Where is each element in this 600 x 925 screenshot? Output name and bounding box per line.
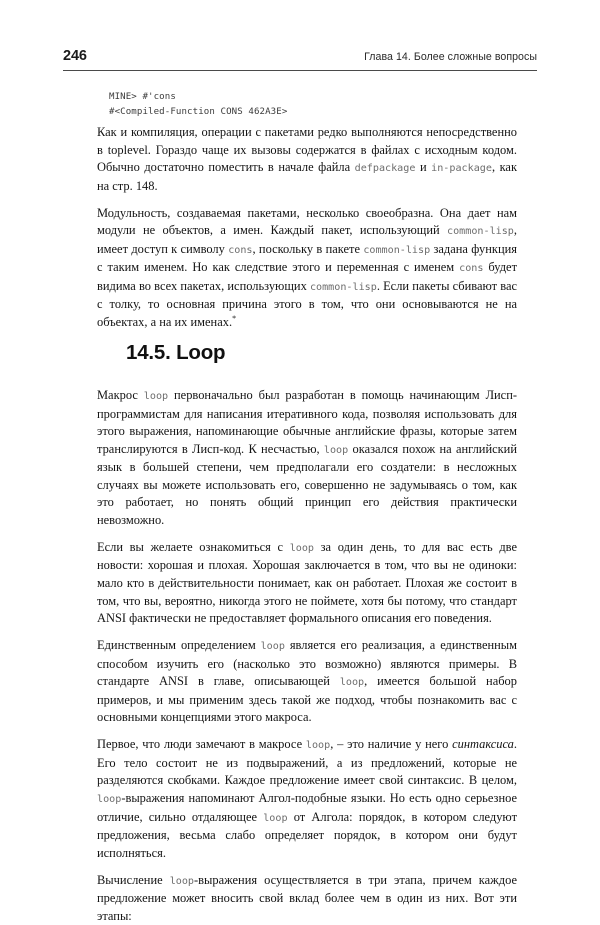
inline-code: common-lisp	[363, 244, 431, 256]
text-run: , – это наличие у него	[330, 737, 453, 752]
text-run: -выражения осуществляется в три этапа, причем каждое предложение может вносить свой вклад более чем в один из них. Вот эти этапы:	[97, 872, 517, 923]
inline-code: loop	[339, 677, 365, 689]
text-run: и	[415, 160, 432, 175]
inline-code: cons	[459, 263, 484, 275]
paragraph-only-definition	[97, 637, 517, 727]
header-rule	[63, 70, 537, 71]
inline-code: loop	[289, 542, 314, 554]
text-run: , имеется большой набор примеров, и мы применим здесь такой же подход, чтобы познакомить вас с основными концепциями этого макроса.	[97, 674, 517, 725]
text-run: , как на стр. 148.	[97, 160, 517, 193]
inline-code: in-package	[431, 163, 492, 175]
inline-code: loop	[323, 444, 349, 456]
inline-code: loop	[97, 794, 122, 805]
paragraph-good-bad-news	[97, 539, 517, 628]
code-block-repl: MINE> #'cons #<Compiled-Function CONS 462A3E>	[109, 92, 288, 118]
inline-code: cons	[228, 244, 253, 256]
text-run: Вычисление	[97, 872, 170, 887]
running-head	[63, 48, 537, 64]
text-run: Если вы желаете ознакомиться с	[97, 539, 290, 554]
inline-code: loop	[305, 740, 331, 752]
text-run: Модульность, создаваемая пакетами, несколько своеобразна. Она дает нам модули не объектов, а имен. Каждый пакет, использующий	[97, 205, 517, 238]
text-run: Единственным определением	[97, 638, 261, 653]
text-run: -выражения напоминают Алгол-подобные языки. Но есть одно серьезное отличие, сильно отдаляющее	[97, 791, 517, 824]
text-run: . Его тело состоит не из подвыражений, а из предложений, которые не разделяются скобками. Каждое предложение имеет свой синтаксис. В целом,	[97, 737, 517, 788]
paragraph-syntax	[97, 736, 517, 862]
page-number: 246	[63, 48, 87, 64]
text-run: от Алгола: порядок, в котором следуют предложения, весьма слабо определяет порядок, в котором они будут исполняться.	[97, 809, 517, 860]
text-run: , поскольку в пакете	[252, 241, 364, 256]
text-run: задана функция с таким именем. Но как следствие этого и переменная с именем	[97, 241, 517, 275]
paragraph-modularity	[97, 205, 517, 332]
text-run: первоначально был разработан в помощь начинающим Лисп-программистам для написания итеративного кода, позволяя использовать для этого выражения, напоминающие обычные английские фразы, которые затем транслируются в Лисп-код. К несчастью,	[97, 388, 517, 456]
inline-code: loop	[260, 641, 285, 653]
text-run: будет видима во всех пакетах, использующих	[97, 260, 518, 293]
section-heading: 14.5. Loop	[126, 341, 226, 365]
body-column	[97, 124, 517, 925]
inline-code: common-lisp	[309, 281, 377, 293]
text-run: оказался похож на английский язык в большей степени, чем предполагали его создатели: в несложных случаях вы можете использовать его, совершенно не задумываясь о том, как это работает, но понять общий принцип его действия практически невозможно.	[97, 441, 517, 527]
inline-code: loop	[263, 812, 288, 824]
text-run: Первое, что люди замечают в макросе	[97, 737, 306, 752]
section-heading-wrap	[63, 341, 517, 387]
paragraph-loop-origin	[97, 387, 517, 529]
chapter-title: Глава 14. Более сложные вопросы	[364, 51, 537, 63]
text-run: Макрос	[97, 388, 144, 403]
paragraph-three-stages	[97, 872, 517, 925]
text-run: , имеет доступ к символу	[97, 223, 517, 256]
text-run: . Если пакеты сбивают вас с толку, то основная причина этого в том, что они основываются не на объектах, а на их именах.	[97, 278, 517, 329]
text-run: за один день, то для вас есть две новости: хорошая и плохая. Хорошая заключается в том, что вы не одиноки: мало кто в действительности понимает, как он работает. Плохая же состоит в том, что вы, вероятно, никогда этого не поймете, хотя бы потому, что стандарт ANSI фактически не предоставляет формального описания его поведения.	[97, 539, 517, 626]
text-run: является его реализация, а единственным способом изучить его (насколько это возможно) являются примеры. В стандарте ANSI в главе, описывающей	[97, 638, 518, 689]
inline-code: loop	[143, 391, 169, 403]
inline-code: common-lisp	[447, 226, 514, 238]
inline-code: defpackage	[354, 163, 416, 175]
text-run: Как и компиляция, операции с пакетами редко выполняются непосредственно в toplevel. Гораздо чаще их вызовы содержатся в файлах с исходным кодом. Обычно достаточно поместить в начале файла	[97, 125, 517, 175]
inline-code: loop	[169, 875, 194, 887]
paragraph-packages-toplevel	[97, 124, 517, 195]
footnote-marker: *	[232, 313, 237, 323]
emphasis-text: синтаксиса	[452, 737, 514, 752]
